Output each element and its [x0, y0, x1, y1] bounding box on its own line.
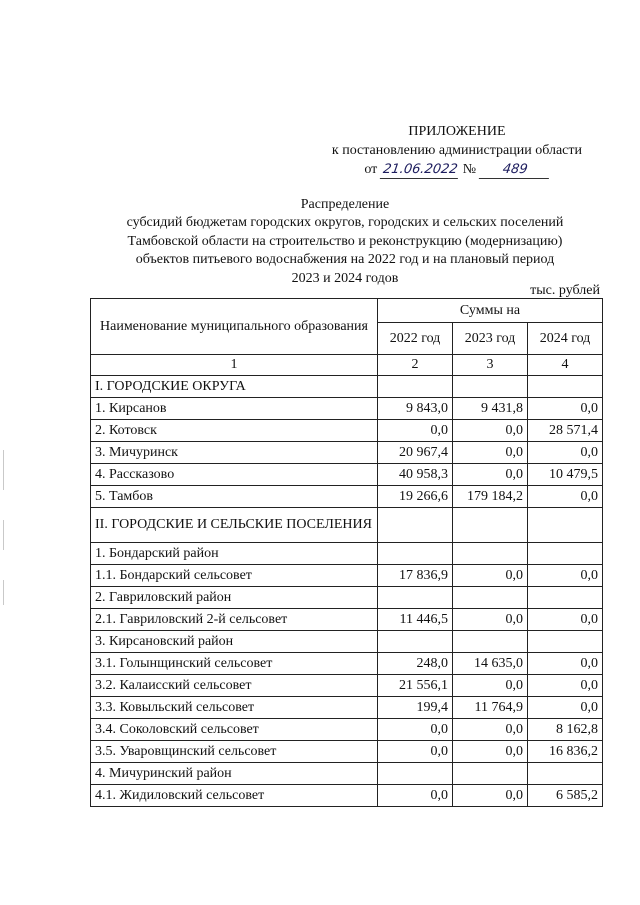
value-2023 [453, 508, 528, 543]
row-name: 2. Гавриловский район [91, 587, 378, 609]
column-index: 4 [528, 355, 603, 376]
value-2024: 0,0 [528, 675, 603, 697]
column-header-year: 2023 год [453, 323, 528, 355]
value-2022 [378, 508, 453, 543]
value-2022: 19 266,6 [378, 486, 453, 508]
value-2023: 14 635,0 [453, 653, 528, 675]
table-row [91, 486, 603, 508]
value-2022 [378, 376, 453, 398]
row-name: 1.1. Бондарский сельсовет [91, 565, 378, 587]
value-2023: 0,0 [453, 609, 528, 631]
decree-reference [332, 160, 582, 179]
value-2023: 179 184,2 [453, 486, 528, 508]
title-line: Распределение [300, 197, 390, 212]
column-header-name: Наименование муниципального образования [91, 299, 378, 355]
value-2023: 0,0 [453, 565, 528, 587]
column-index: 3 [453, 355, 528, 376]
table-row [91, 675, 603, 697]
table-row [91, 464, 603, 486]
value-2022: 248,0 [378, 653, 453, 675]
value-2024: 0,0 [528, 398, 603, 420]
value-2023: 0,0 [453, 785, 528, 807]
value-2022 [378, 631, 453, 653]
column-index: 1 [91, 355, 378, 376]
row-name: 3. Мичуринск [91, 442, 378, 464]
value-2024: 8 162,8 [528, 719, 603, 741]
row-name: 4. Рассказово [91, 464, 378, 486]
document-title [90, 196, 600, 288]
value-2022: 40 958,3 [378, 464, 453, 486]
table-row [91, 420, 603, 442]
value-2023 [453, 543, 528, 565]
row-name: 3. Кирсановский район [91, 631, 378, 653]
title-line: 2023 и 2024 годов [291, 270, 399, 286]
table-row [91, 508, 603, 543]
row-name: 3.3. Ковыльский сельсовет [91, 697, 378, 719]
value-2023 [453, 587, 528, 609]
value-2024: 0,0 [528, 486, 603, 508]
value-2022 [378, 763, 453, 785]
row-name: 5. Тамбов [91, 486, 378, 508]
value-2022: 0,0 [378, 785, 453, 807]
value-2024 [528, 376, 603, 398]
number-label: № [462, 162, 477, 177]
subsidy-table [90, 298, 603, 807]
table-row [91, 631, 603, 653]
value-2023: 0,0 [453, 442, 528, 464]
value-2022: 0,0 [378, 741, 453, 763]
appendix-header [332, 122, 582, 179]
table-row [91, 376, 603, 398]
table-row [91, 697, 603, 719]
title-line: субсидий бюджетам городских округов, городских и сельских поселений [126, 215, 564, 231]
value-2024: 0,0 [528, 609, 603, 631]
table-row [91, 763, 603, 785]
row-name: 3.4. Соколовский сельсовет [91, 719, 378, 741]
value-2023 [453, 763, 528, 785]
value-2022: 11 446,5 [378, 609, 453, 631]
table-row [91, 741, 603, 763]
appendix-title: ПРИЛОЖЕНИЕ [408, 124, 506, 139]
row-name: 3.1. Голынщинский сельсовет [91, 653, 378, 675]
row-name: 1. Кирсанов [91, 398, 378, 420]
value-2024: 0,0 [528, 442, 603, 464]
title-line: Тамбовской области на строительство и реконструкцию (модернизацию) [127, 233, 563, 249]
value-2023: 9 431,8 [453, 398, 528, 420]
value-2024: 16 836,2 [528, 741, 603, 763]
row-name: 2. Котовск [91, 420, 378, 442]
value-2024 [528, 543, 603, 565]
value-2024: 6 585,2 [528, 785, 603, 807]
value-2023 [453, 631, 528, 653]
value-2023: 0,0 [453, 741, 528, 763]
value-2022: 21 556,1 [378, 675, 453, 697]
value-2024: 0,0 [528, 697, 603, 719]
handwritten-number: 489 [478, 162, 550, 179]
value-2022: 0,0 [378, 719, 453, 741]
value-2024 [528, 508, 603, 543]
value-2022: 0,0 [378, 420, 453, 442]
value-2024 [528, 631, 603, 653]
handwritten-date: 21.06.2022 [380, 162, 461, 179]
row-name: 4.1. Жидиловский сельсовет [91, 785, 378, 807]
row-name: 4. Мичуринский район [91, 763, 378, 785]
value-2022: 9 843,0 [378, 398, 453, 420]
value-2024: 10 479,5 [528, 464, 603, 486]
table-row [91, 785, 603, 807]
value-2024 [528, 763, 603, 785]
table-row [91, 543, 603, 565]
row-name: II. ГОРОДСКИЕ И СЕЛЬСКИЕ ПОСЕЛЕНИЯ [91, 508, 378, 543]
table-row [91, 653, 603, 675]
value-2024: 0,0 [528, 653, 603, 675]
table-row [91, 565, 603, 587]
scan-edge-mark [3, 580, 4, 605]
row-name: 3.5. Уваровщинский сельсовет [91, 741, 378, 763]
value-2023: 0,0 [453, 719, 528, 741]
title-line: объектов питьевого водоснабжения на 2022 год и на плановый период [135, 252, 555, 268]
value-2023: 0,0 [453, 675, 528, 697]
row-name: 2.1. Гавриловский 2-й сельсовет [91, 609, 378, 631]
column-header-sums: Суммы на [378, 299, 603, 323]
value-2023 [453, 376, 528, 398]
value-2024: 28 571,4 [528, 420, 603, 442]
column-index: 2 [378, 355, 453, 376]
value-2022: 17 836,9 [378, 565, 453, 587]
column-header-year: 2024 год [528, 323, 603, 355]
table-body [91, 376, 603, 807]
value-2024: 0,0 [528, 565, 603, 587]
units-label: тыс. рублей [530, 283, 600, 298]
scan-edge-mark [3, 450, 4, 490]
table-row [91, 719, 603, 741]
value-2022 [378, 543, 453, 565]
value-2022 [378, 587, 453, 609]
scan-edge-mark [3, 520, 4, 550]
row-name: 1. Бондарский район [91, 543, 378, 565]
value-2024 [528, 587, 603, 609]
table-row [91, 609, 603, 631]
value-2023: 0,0 [453, 464, 528, 486]
value-2022: 20 967,4 [378, 442, 453, 464]
column-header-year: 2022 год [378, 323, 453, 355]
value-2023: 0,0 [453, 420, 528, 442]
value-2023: 11 764,9 [453, 697, 528, 719]
row-name: 3.2. Калаисский сельсовет [91, 675, 378, 697]
table-row [91, 398, 603, 420]
table-row [91, 587, 603, 609]
from-label: от [364, 162, 378, 177]
table-row [91, 442, 603, 464]
appendix-subtitle: к постановлению администрации области [331, 143, 582, 158]
value-2022: 199,4 [378, 697, 453, 719]
row-name: I. ГОРОДСКИЕ ОКРУГА [91, 376, 378, 398]
